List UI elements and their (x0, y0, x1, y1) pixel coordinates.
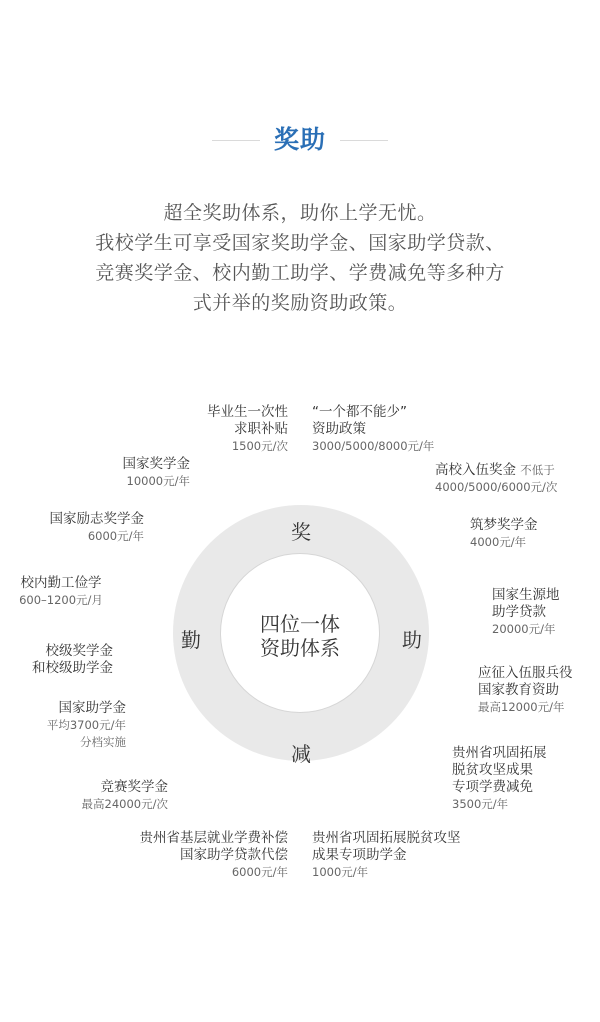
item-title: 国家教育资助 (478, 682, 559, 698)
item-graduate-subsidy (207, 404, 288, 455)
item-note: 分档实施 (80, 735, 126, 749)
item-work-study (6, 575, 116, 609)
item-national-scholarship (123, 456, 191, 490)
item-title: 脱贫攻坚成果 (452, 762, 533, 778)
ring-label-aid: 助 (402, 628, 422, 652)
item-amount: 3500元/年 (452, 797, 509, 811)
item-amount: 4000/5000/6000元/次 (435, 480, 558, 494)
item-title-text: 高校入伍奖金 (435, 462, 516, 478)
item-inspirational-scholarship (50, 511, 145, 545)
item-tuition-compensation (140, 830, 289, 881)
item-title: 国家助学金 (58, 700, 126, 716)
intro-line: 竞赛奖学金、校内勤工助学、学费减免等多种方 (95, 262, 505, 284)
item-national-grant (47, 700, 126, 751)
item-amount: 平均3700元/年 (46, 718, 126, 732)
item-title: 应征入伍服兵役 (478, 665, 573, 681)
item-title: 助学贷款 (492, 604, 546, 620)
item-title: 国家励志奖学金 (49, 511, 144, 527)
item-amount: 1000元/年 (312, 865, 369, 879)
item-title: 筑梦奖学金 (470, 517, 538, 533)
item-title: 求职补贴 (234, 421, 288, 437)
item-title: 国家生源地 (492, 587, 560, 603)
diagram-center-label (220, 612, 380, 660)
item-leave-no-one (312, 404, 434, 455)
item-title: “一个都不能少” (312, 404, 407, 420)
section-header (0, 120, 600, 160)
title-right-divider (340, 140, 388, 141)
item-title: 国家助学贷款代偿 (180, 847, 288, 863)
item-guizhou-tuition-reduction (452, 745, 547, 813)
item-title: 校内勤工俭学 (20, 575, 102, 591)
item-amount: 最高12000元/年 (478, 700, 565, 714)
intro-line: 式并举的奖励资助政策。 (192, 292, 408, 314)
intro-paragraph (0, 198, 600, 318)
item-soldier-education-aid (478, 665, 573, 716)
intro-line: 我校学生可享受国家奖助学金、国家助学贷款、 (95, 232, 505, 254)
item-amount: 最高24000元/次 (81, 797, 168, 811)
ring-label-work: 勤 (181, 628, 201, 652)
item-title: 竞赛奖学金 (100, 779, 168, 795)
item-title (435, 462, 557, 479)
ring-label-reduce: 减 (291, 742, 311, 766)
item-title-note: 不低于 (520, 463, 555, 477)
item-title: 校级奖学金 (45, 643, 113, 659)
item-amount: 6000元/年 (87, 529, 144, 543)
item-competition-scholarship (82, 779, 168, 813)
item-amount: 1500元/次 (231, 439, 288, 453)
item-title: 资助政策 (312, 421, 366, 437)
item-amount: 600–1200元/月 (19, 593, 103, 607)
item-amount: 20000元/年 (492, 622, 556, 636)
item-dream-scholarship (470, 517, 538, 551)
ring-label-reward: 奖 (291, 520, 311, 544)
item-title: 专项学费减免 (452, 779, 533, 795)
item-guizhou-special-grant (312, 830, 461, 881)
intro-line: 超全奖助体系，助你上学无忧。 (163, 202, 437, 224)
item-title: 贵州省巩固拓展脱贫攻坚 (312, 830, 461, 846)
item-title: 国家奖学金 (122, 456, 190, 472)
item-title: 和校级助学金 (32, 660, 113, 676)
item-military-enrollment-bonus (435, 462, 557, 496)
item-origin-student-loan (492, 587, 560, 638)
item-title: 贵州省巩固拓展 (452, 745, 547, 761)
item-amount: 10000元/年 (126, 474, 190, 488)
item-title: 成果专项助学金 (312, 847, 407, 863)
item-title: 毕业生一次性 (207, 404, 288, 420)
item-title: 贵州省基层就业学费补偿 (139, 830, 288, 846)
item-amount: 3000/5000/8000元/年 (312, 439, 435, 453)
center-line-1: 四位一体 (260, 612, 340, 636)
section-title: 奖助 (273, 125, 326, 154)
item-school-scholarship (32, 643, 113, 677)
item-amount: 6000元/年 (231, 865, 288, 879)
center-line-2: 资助体系 (260, 636, 340, 660)
item-amount: 4000元/年 (470, 535, 527, 549)
